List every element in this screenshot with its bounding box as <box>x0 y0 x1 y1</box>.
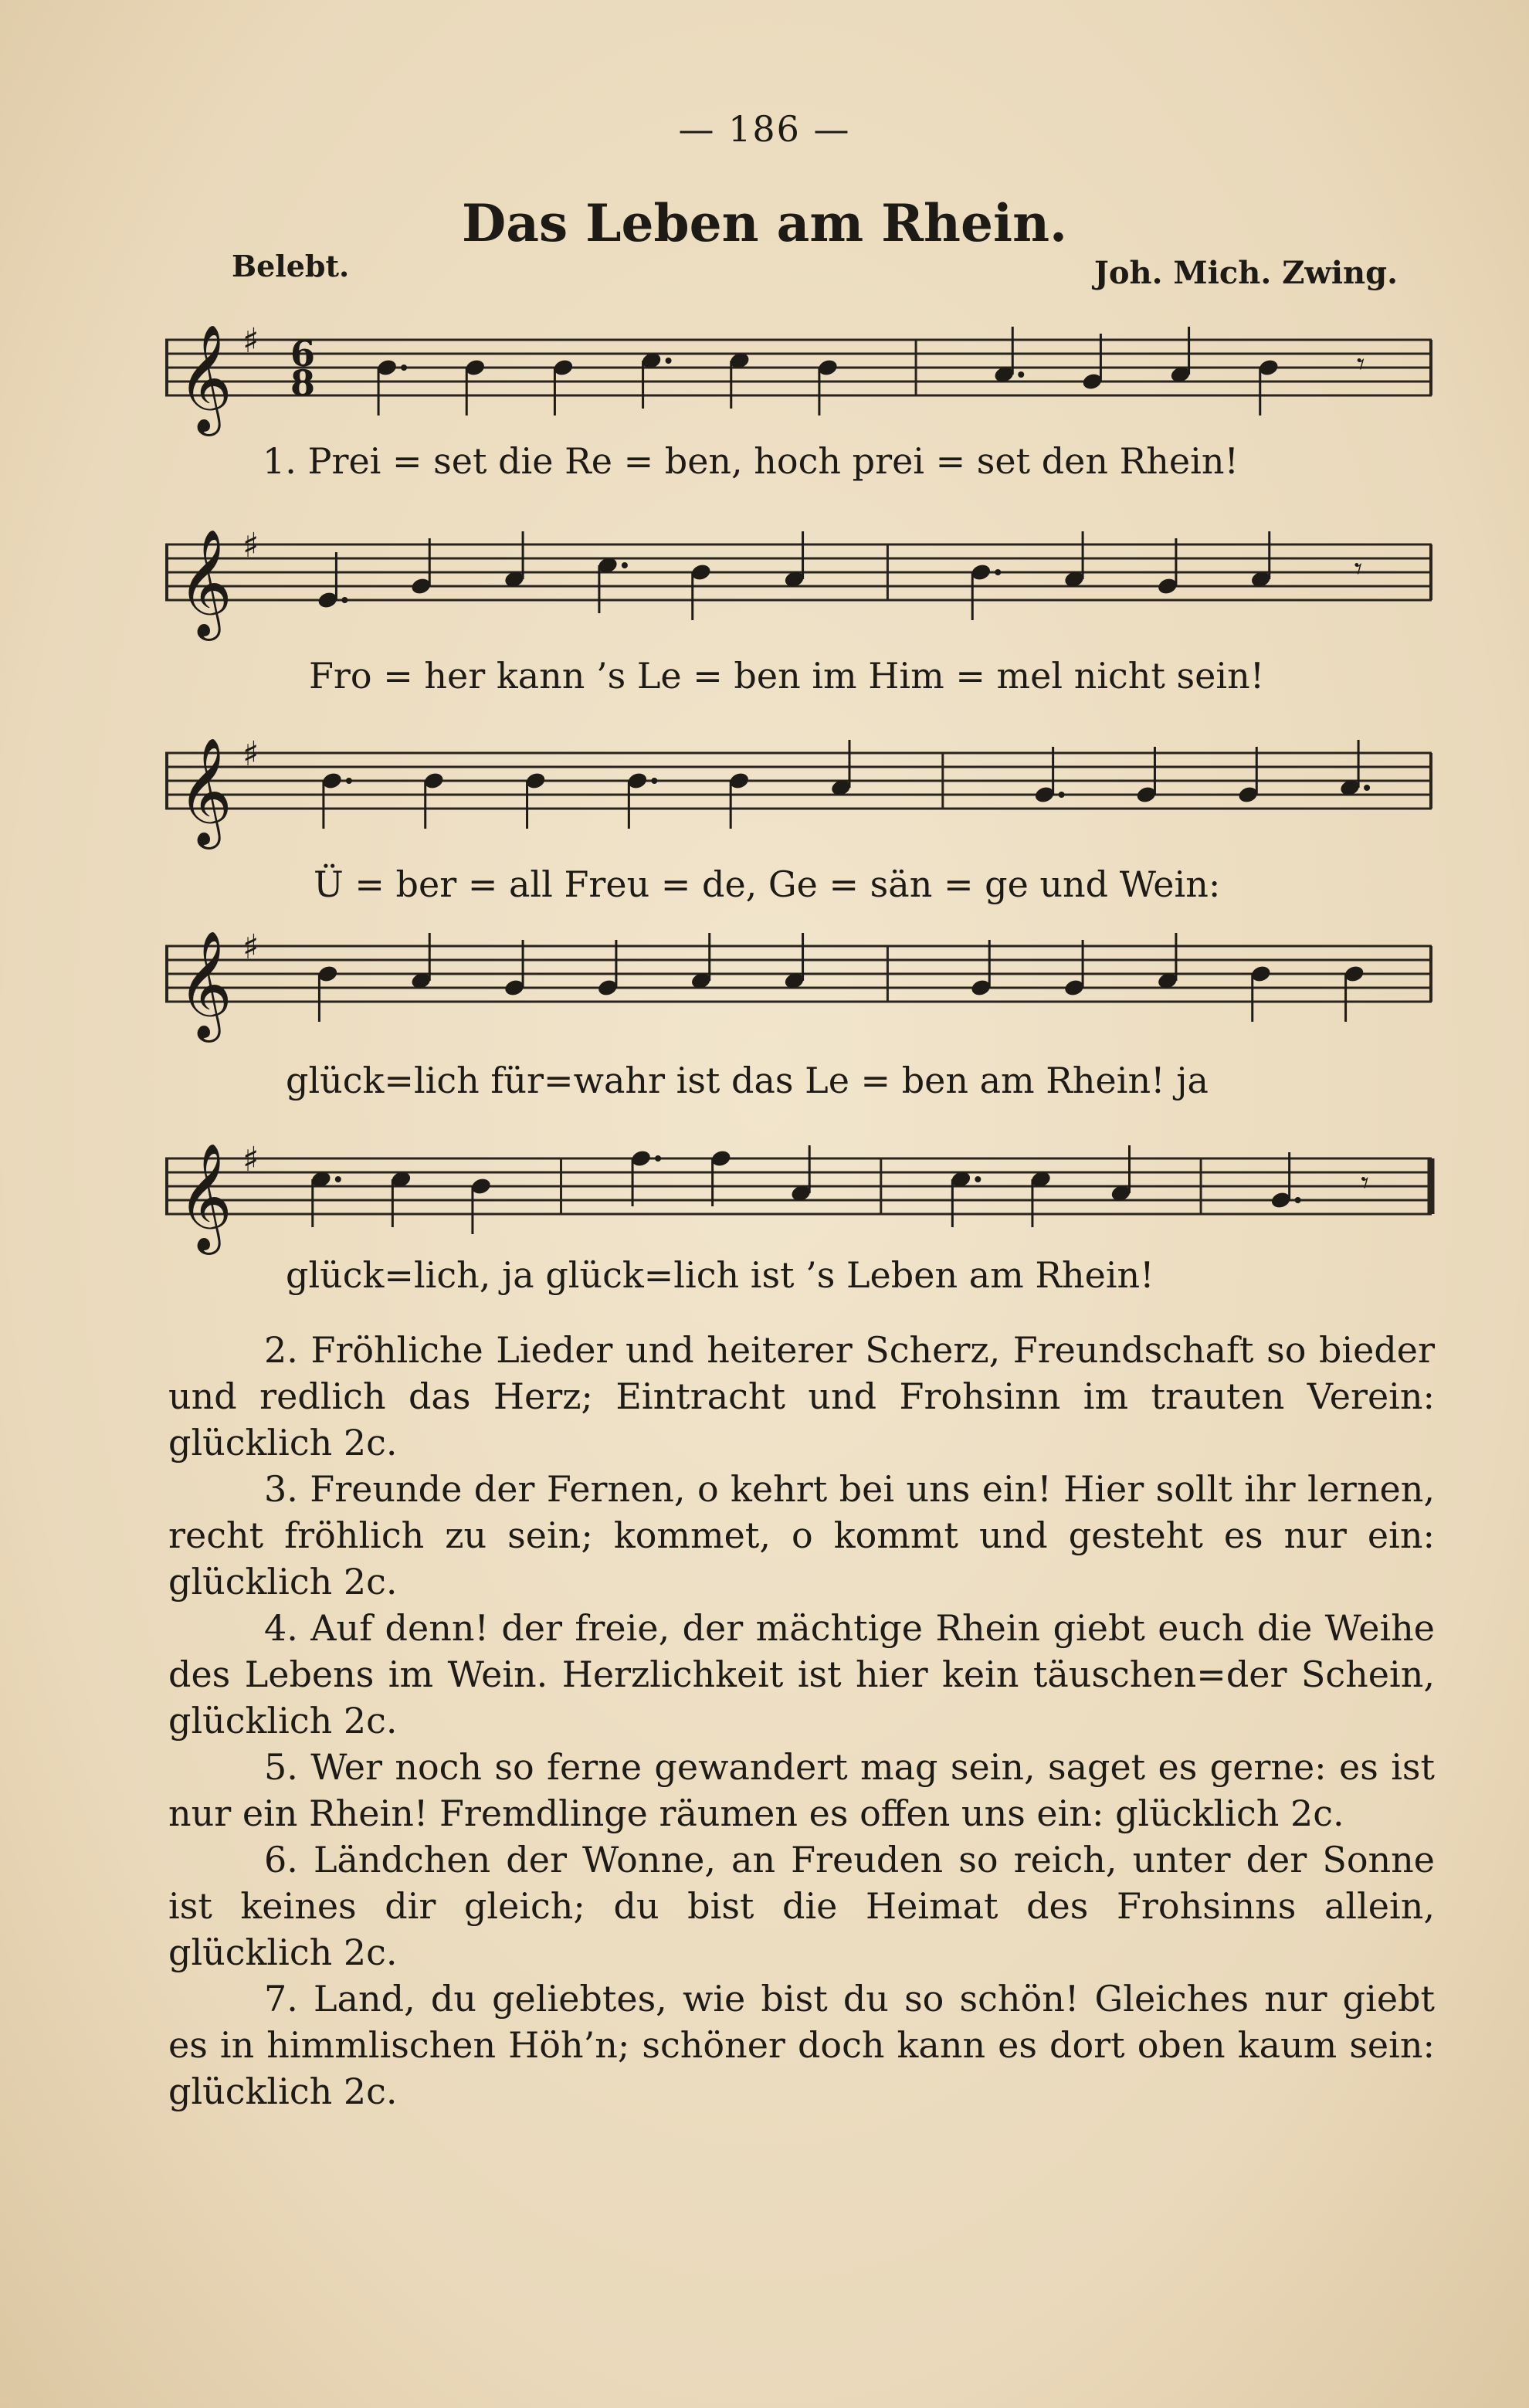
treble-clef: 𝄞 <box>178 529 232 636</box>
verse-4: 4. Auf denn! der freie, der mächtige Rhein giebt euch die Weihe des Lebens im Wein. Herzlichkeit ist hier kein täuschen=der Schein, glücklich 2c. <box>168 1607 1435 1742</box>
key-signature-sharp: ♯ <box>242 1140 259 1179</box>
note-dot <box>1018 371 1024 378</box>
staff-4 <box>165 928 1432 1039</box>
note-dot <box>346 778 352 784</box>
key-signature-sharp: ♯ <box>242 734 259 774</box>
note-dot <box>1295 1197 1301 1203</box>
treble-clef: 𝄞 <box>178 931 232 1038</box>
note-dot <box>995 569 1001 575</box>
note-dot <box>1364 785 1370 791</box>
music-system-2 <box>165 526 1432 637</box>
staff-5 <box>165 1140 1432 1251</box>
treble-clef: 𝄞 <box>178 1143 232 1250</box>
note-dot <box>622 562 628 568</box>
note-dot <box>975 1176 981 1182</box>
time-signature-numerator: 6 <box>290 333 316 375</box>
song-title: Das Leben am Rhein. <box>461 193 1068 253</box>
lyric-line-2: Fro = her kann ’s Le = ben im Him = mel nicht sein! <box>309 655 1265 697</box>
key-signature-sharp: ♯ <box>242 928 259 967</box>
music-system-4 <box>165 928 1432 1039</box>
music-system-5 <box>165 1140 1432 1251</box>
rest: 𝄾 <box>1361 1165 1369 1201</box>
note-dot <box>655 1155 661 1162</box>
staff-1 <box>165 321 1432 432</box>
note-dot <box>401 365 407 371</box>
verse-5: 5. Wer noch so ferne gewandert mag sein, saget es gerne: es ist nur ein Rhein! Fremdlinge räumen es offen uns ein: glücklich 2c. <box>168 1746 1435 1834</box>
rest: 𝄾 <box>1354 551 1363 587</box>
music-system-1 <box>165 321 1432 432</box>
note-dot <box>335 1176 341 1182</box>
treble-clef: 𝄞 <box>178 738 232 845</box>
page-number: — 186 — <box>678 108 851 150</box>
treble-clef: 𝄞 <box>178 324 232 432</box>
lyric-line-3: Ü = ber = all Freu = de, Ge = sän = ge und Wein: <box>314 863 1221 905</box>
note-dot <box>666 358 672 364</box>
verse-6: 6. Ländchen der Wonne, an Freuden so reich, unter der Sonne ist keines dir gleich; du bist die Heimat des Frohsinns allein, glücklich 2c. <box>168 1839 1435 1973</box>
time-signature-denominator: 8 <box>290 362 316 404</box>
lyric-line-5: glück=lich, ja glück=lich ist ’s Leben am Rhein! <box>286 1254 1154 1296</box>
lyric-line-4: glück=lich für=wahr ist das Le = ben am Rhein! ja <box>286 1060 1209 1101</box>
note-dot <box>651 778 657 784</box>
verse-2: 2. Fröhliche Lieder und heiterer Scherz, Freundschaft so bieder und redlich das Herz; Eintracht und Frohsinn im trauten Verein: glücklich 2c. <box>168 1329 1435 1463</box>
tempo-marking: Belebt. <box>232 249 350 283</box>
verses <box>168 1327 1435 2115</box>
composer-name: Joh. Mich. Zwing. <box>1093 255 1398 291</box>
music-system-3 <box>165 734 1432 846</box>
staff-3 <box>165 734 1432 846</box>
verse-7: 7. Land, du geliebtes, wie bist du so schön! Gleiches nur giebt es in himmlischen Höh’n; schöner doch kann es dort oben kaum sein: glücklich 2c. <box>168 1978 1435 2112</box>
verse-3: 3. Freunde der Fernen, o kehrt bei uns ein! Hier sollt ihr lernen, recht fröhlich zu sein; kommet, o kommt und gesteht es nur ein: glücklich 2c. <box>168 1468 1435 1603</box>
note-dot <box>341 597 348 603</box>
note-dot <box>1059 792 1065 798</box>
key-signature-sharp: ♯ <box>242 526 259 565</box>
staff-2 <box>165 526 1432 637</box>
lyric-line-1: 1. Prei = set die Re = ben, hoch prei = set den Rhein! <box>263 440 1239 482</box>
rest: 𝄾 <box>1356 347 1365 382</box>
key-signature-sharp: ♯ <box>242 321 259 361</box>
